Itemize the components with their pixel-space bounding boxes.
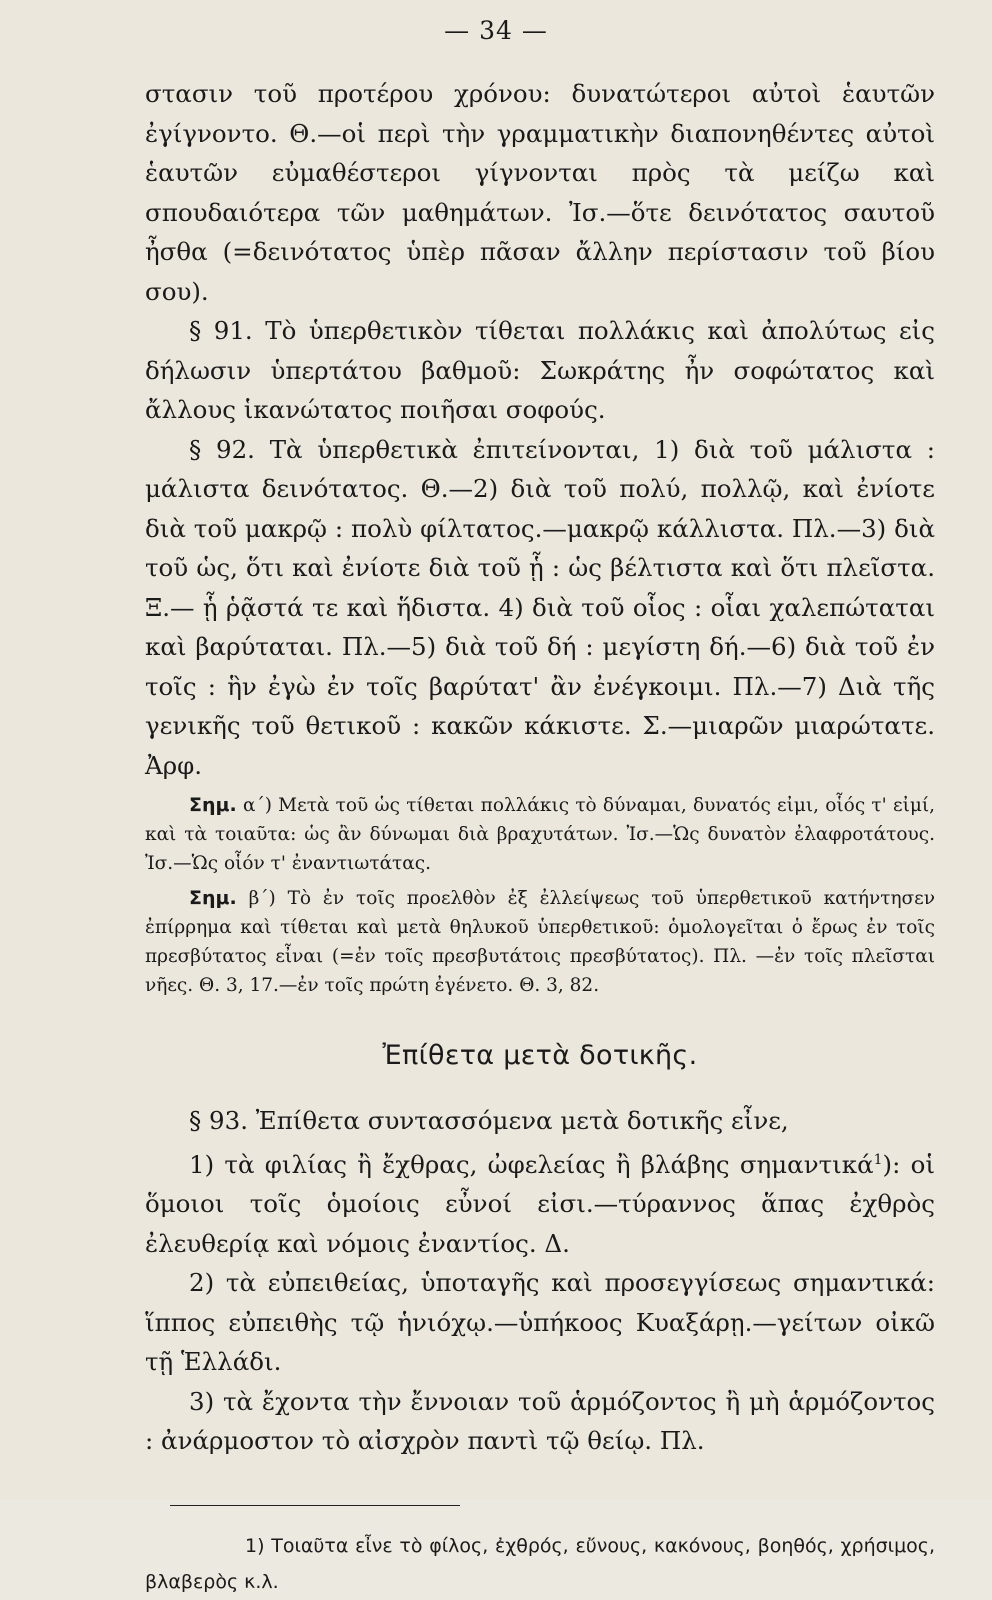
note-label: Σημ. — [189, 794, 237, 816]
paragraph-92: § 92. Τὰ ὑπερθετικὰ ἐπιτείνονται, 1) διὰ τοῦ μάλιστα : μάλιστα δεινότατος. Θ.—2) διὰ τοῦ πολύ, πολλῷ, καὶ ἐνίοτε διὰ τοῦ μακρῷ : πολὺ φίλτατος.—μακρῷ κάλλιστα. Πλ.—3) διὰ τοῦ ὡς, ὅτι καὶ ἐνίοτε διὰ τοῦ ᾗ : ὡς βέλτιστα καὶ ὅτι πλεῖστα. Ξ.— ᾗ ῥᾷστά τε καὶ ἥδιστα. 4) διὰ τοῦ οἷος : οἷαι χαλεπώταται καὶ βαρύταται. Πλ.—5) διὰ τοῦ δή : μεγίστη δή.—6) διὰ τοῦ ἐν τοῖς : ἣν ἐγὼ ἐν τοῖς βαρύτατ' ἂν ἐνέγκοιμι. Πλ.—7) Διὰ τῆς γενικῆς τοῦ θετικοῦ : κακῶν κάκιστε. Σ.—μιαρῶν μιαρώτατε. Ἀρφ. — [145, 434, 935, 780]
paragraph-91: § 91. Τὸ ὑπερθετικὸν τίθεται πολλάκις καὶ ἀπολύτως εἰς δήλωσιν ὑπερτάτου βαθμοῦ: Σωκράτης ἦν σοφώτατος καὶ ἄλλους ἱκανώτατος ποιῆσαι σοφούς. — [145, 316, 935, 424]
paragraph-93-item-2: 2) τὰ εὐπειθείας, ὑποταγῆς καὶ προσεγγίσεως σημαντικά: ἵππος εὐπειθὴς τῷ ἡνιόχῳ.—ὑπήκοος Κυαξάρῃ.—γείτων οἰκῶ τῇ Ἑλλάδι. — [145, 1268, 935, 1377]
note-text: α΄) Μετὰ τοῦ ὡς τίθεται πολλάκις τὸ δύναμαι, δυνατός εἰμι, οἷός τ' εἰμί, καὶ τὰ τοιαῦτα: ὡς ἂν δύνωμαι διὰ βραχυτάτων. Ἰσ.—Ὡς δυνατὸν ἐλαφροτάτους. Ἰσ.—Ὡς οἷόν τ' ἐναντιωτάτας. — [145, 795, 935, 874]
item-1-lead: 1) τὰ φιλίας ἢ ἔχθρας, ὠφελείας ἢ βλάβης σημαντικά — [189, 1149, 874, 1179]
paragraph-93: § 93. Ἐπίθετα συντασσόμενα μετὰ δοτικῆς εἶνε, — [189, 1106, 789, 1135]
footnote: 1) Τοιαῦτα εἶνε τὸ φίλος, ἐχθρός, εὔνους, κακόνους, βοηθός, χρήσιμος, βλαβερὸς κ.λ. — [145, 1534, 935, 1593]
note-label: Σημ. — [189, 887, 237, 909]
page-number: — 34 — — [444, 16, 548, 45]
page-body — [145, 74, 935, 1600]
paragraph-93-item-3: 3) τὰ ἔχοντα τὴν ἔννοιαν τοῦ ἁρμόζοντος ἢ μὴ ἁρμόζοντος : ἀνάρμοστον τὸ αἰσχρὸν παντὶ τῷ θείῳ. Πλ. — [145, 1386, 935, 1456]
note-alpha — [145, 791, 935, 878]
note-text: β΄) Τὸ ἐν τοῖς προελθὸν ἐξ ἐλλείψεως τοῦ ὑπερθετικοῦ κατήντησεν ἐπίρρημα καὶ τίθεται καὶ μετὰ θηλυκοῦ ὑπερθετικοῦ: ὁμολογεῖται ὁ ἔρως ἐν τοῖς πρεσβύτατος εἶναι (=ἐν τοῖς πρεσβυτάτοις πρεσβύτατος). Πλ. —ἐν τοῖς πλεῖσται νῆες. Θ. 3, 17.—ἐν τοῖς πρώτη ἐγένετο. Θ. 3, 82. — [145, 888, 935, 996]
footnote-marker: 1 — [873, 1151, 883, 1168]
paragraph-93-item-1 — [145, 1141, 935, 1264]
paragraph-continuation: στασιν τοῦ προτέρου χρόνου: δυνατώτεροι αὐτοὶ ἑαυτῶν ἐγίγνοντο. Θ.—οἱ περὶ τὴν γραμματικὴν διαπονηθέντες αὐτοὶ ἑαυτῶν εὐμαθέστεροι γίγνονται πρὸς τὰ μείζω καὶ σπουδαιότερα τῶν μαθημάτων. Ἰσ.—ὅτε δεινότατος σαυτοῦ ἦσθα (=δεινότατος ὑπὲρ πᾶσαν ἄλλην περίστασιν τοῦ βίου σου). — [145, 79, 935, 306]
footnote-divider — [170, 1505, 460, 1506]
item-1-rest: ): οἱ ὅμοιοι τοῖς ὁμοίοις εὖνοί εἰσι.—τύραννος ἅπας ἐχθρὸς ἐλευθερίᾳ καὶ νόμοις ἐναντίος. Δ. — [145, 1149, 935, 1258]
note-beta — [145, 884, 935, 1000]
section-heading: Ἐπίθετα μετὰ δοτικῆς. — [382, 1040, 698, 1071]
